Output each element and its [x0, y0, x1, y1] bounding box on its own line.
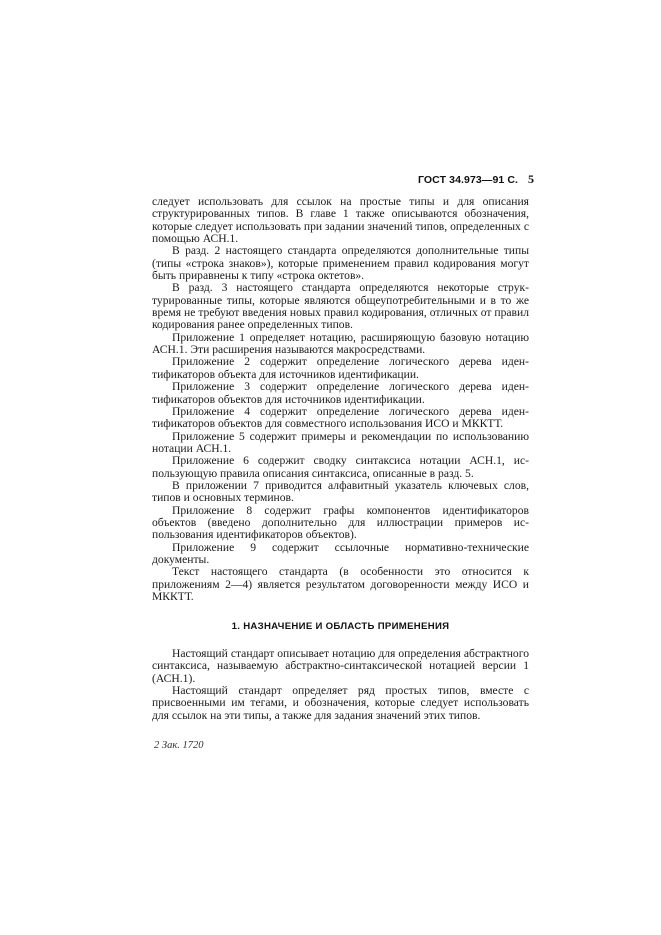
section-heading: 1. НАЗНАЧЕНИЕ И ОБЛАСТЬ ПРИМЕНЕНИЯ [231, 621, 450, 632]
paragraph-appendix-5: Приложение 5 содержит примеры и рекомендации по использованию нотации АСН.1. [152, 429, 529, 455]
section-text-block [152, 648, 529, 722]
paragraph-appendix-1: Приложение 1 определяет нотацию, расширяющую базовую нотацию АСН.1. Эти расширения называются макросредствами. [152, 330, 529, 357]
paragraph-appendix-3: Приложение 3 содержит определение логического дерева идентификаторов объектов для источников идентификации. [152, 380, 529, 406]
paragraph-section-2: В разд. 2 настоящего стандарта определяются дополнительные типы (типы «строка знаков»), которые применением правил кодирования могут быть приравнены к типу «строка октетов». [152, 244, 529, 283]
paragraph-section-3: В разд. 3 настоящего стандарта определяются некоторые структурированные типы, которые являются общеупотребительными и в то же время не требуют введения новых правил кодирования, отличных от правил кодирования ранее определенных типов. [152, 281, 529, 332]
paragraph-purpose: Настоящий стандарт описывает нотацию для определения абстрактного синтаксиса, называемую абстрактно-синтаксической нотацией версии 1 (АСН.1). [152, 647, 529, 685]
paragraph-appendix-7: В приложении 7 приводится алфавитный указатель ключевых слов, типов и основных терминов. [152, 478, 529, 505]
intro-text-block [152, 196, 529, 603]
page-header [418, 172, 534, 187]
paragraph-appendix-2: Приложение 2 содержит определение логического дерева идентификаторов объекта для источников идентификации. [152, 355, 529, 381]
paragraph-appendix-9: Приложение 9 содержит ссылочные нормативно-технические документы. [152, 540, 529, 566]
paragraph-appendix-8: Приложение 8 содержит графы компонентов идентификаторов объектов (введено дополнительно для иллюстрации примеров использования идентификаторов объектов). [152, 503, 529, 542]
paragraph-appendix-6: Приложение 6 содержит сводку синтаксиса нотации АСН.1, использующую правила описания синтаксиса, описанные в разд. 5. [152, 454, 529, 480]
paragraph-agreement: Текст настоящего стандарта (в особенности это относится к приложениям 2—4) является результатом договоренности между ИСО и МККТТ. [152, 565, 529, 603]
paragraph-scope: Настоящий стандарт определяет ряд простых типов, вместе с присвоенными им тегами, и обозначения, которые следует использовать для ссылок на эти типы, а также для задания значений этих типов. [152, 684, 529, 722]
paragraph-continuation: следует использовать для ссылок на простые типы и для описания структурированных типов. В главе 1 также описываются обозначения, которые следует использовать при задании значений типов, определенных с помощью АСН.1. [152, 195, 529, 246]
paragraph-appendix-4: Приложение 4 содержит определение логического дерева идентификаторов объектов для совместного использования ИСО и МККТТ. [152, 404, 529, 431]
order-note: 2 Зак. 1720 [154, 740, 204, 751]
page-number: 5 [528, 172, 535, 186]
standard-designation: ГОСТ 34.973—91 С. [418, 174, 519, 186]
